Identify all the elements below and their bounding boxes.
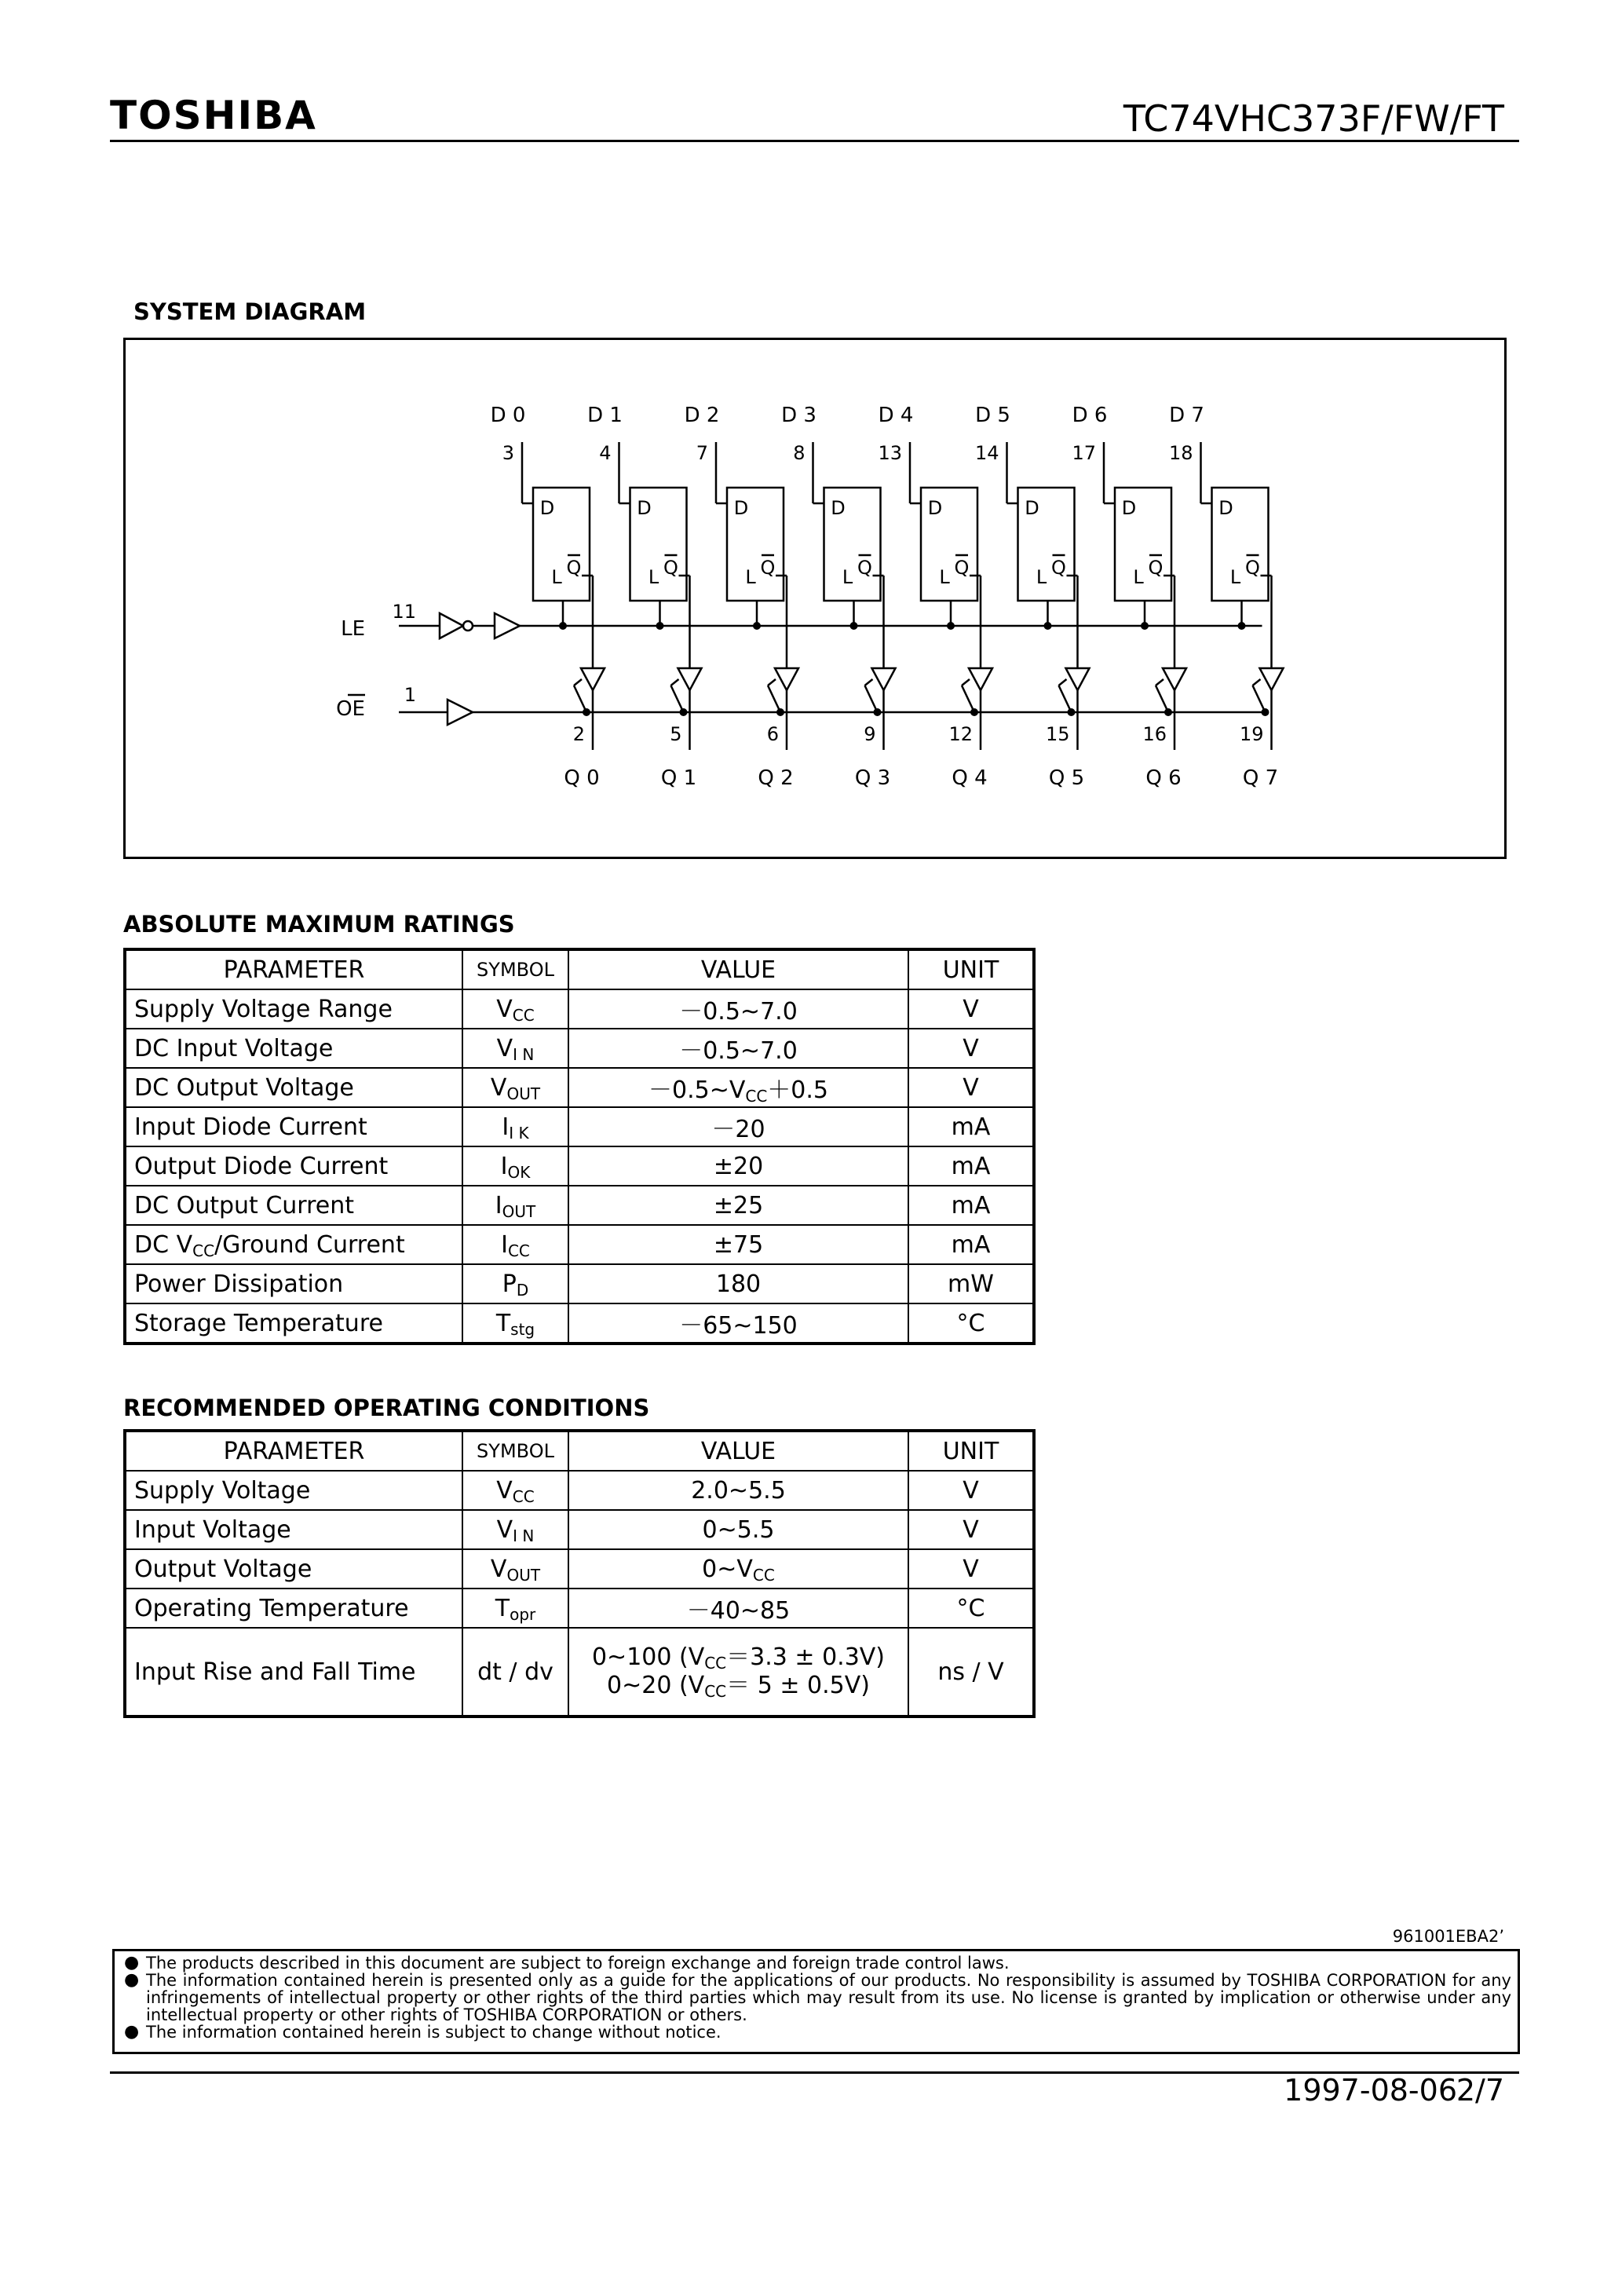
brand-logo: TOSHIBA xyxy=(110,93,317,138)
table-row xyxy=(125,989,1034,1029)
input-pin-d7: 18 xyxy=(1168,442,1193,464)
col-header-parameter: PARAMETER xyxy=(125,1431,462,1471)
output-label-q4: Q 4 xyxy=(952,766,988,790)
junction-dot xyxy=(776,708,784,716)
cell-value: －40~85 xyxy=(568,1589,908,1628)
cell-symbol: $I_{CC}$ xyxy=(462,1225,568,1264)
cell-unit: mA xyxy=(908,1186,1034,1225)
tristate-enable-stub-3 xyxy=(865,679,873,686)
tristate-enable-line-2 xyxy=(768,686,780,712)
notice-line: ● The information contained herein is subject to change without notice. xyxy=(124,2022,721,2042)
tristate-enable-stub-4 xyxy=(962,679,970,686)
cell-parameter: Supply Voltage xyxy=(125,1471,462,1510)
rise-fall-line-2: 0~20 $(V_{CC}= 5 \pm 0.5V)$ xyxy=(607,1672,870,1701)
input-pin-d6: 17 xyxy=(1072,442,1096,464)
cell-symbol: $V_{OUT}$ xyxy=(462,1068,568,1107)
input-label-d3: D 3 xyxy=(781,404,816,427)
latch-q-label: Q xyxy=(663,557,678,579)
cell-unit: mA xyxy=(908,1225,1034,1264)
oe-label: OE xyxy=(336,697,365,721)
junction-dot xyxy=(583,708,590,716)
cell-unit: V xyxy=(908,1471,1034,1510)
input-pin-d4: 13 xyxy=(878,442,902,464)
tristate-buffer-icon xyxy=(678,668,702,690)
cell-unit: °C xyxy=(908,1303,1034,1344)
col-header-value: VALUE xyxy=(568,949,908,989)
latch-d-label: D xyxy=(1218,497,1233,519)
cell-symbol: dt / dv xyxy=(462,1628,568,1717)
cell-symbol: $V_{I N}$ xyxy=(462,1510,568,1549)
input-label-d4: D 4 xyxy=(878,404,914,427)
output-pin-q5: 15 xyxy=(1045,723,1070,745)
le-label: LE xyxy=(341,617,365,641)
table-row xyxy=(125,1068,1034,1107)
input-pin-d5: 14 xyxy=(974,442,999,464)
cell-parameter: Input Rise and Fall Time xyxy=(125,1628,462,1717)
latch-d-label: D xyxy=(637,497,652,519)
cell-symbol: $V_{CC}$ xyxy=(462,989,568,1029)
cell-symbol: $P_D$ xyxy=(462,1264,568,1303)
tristate-enable-stub-5 xyxy=(1059,679,1067,686)
junction-dot xyxy=(680,708,688,716)
cell-value xyxy=(568,1628,908,1717)
tristate-buffer-icon xyxy=(1066,668,1090,690)
tristate-enable-stub-1 xyxy=(671,679,679,686)
tristate-enable-line-6 xyxy=(1156,686,1168,712)
le-inverter-icon xyxy=(440,613,463,638)
tristate-enable-stub-2 xyxy=(768,679,776,686)
table-row xyxy=(125,1107,1034,1146)
tristate-buffer-icon xyxy=(969,668,992,690)
cell-parameter: DC $V_{CC}$/Ground Current xyxy=(125,1225,462,1264)
cell-value: 180 xyxy=(568,1264,908,1303)
latch-l-label: L xyxy=(1133,566,1144,588)
cell-unit: ns / V xyxy=(908,1628,1034,1717)
latch-l-label: L xyxy=(745,566,756,588)
cell-value: －20 xyxy=(568,1107,908,1146)
cell-unit: mA xyxy=(908,1146,1034,1186)
table-row xyxy=(125,1146,1034,1186)
latch-l-label: L xyxy=(842,566,853,588)
tristate-enable-line-0 xyxy=(574,686,586,712)
col-header-unit: UNIT xyxy=(908,1431,1034,1471)
latch-q-label: Q xyxy=(566,557,582,579)
junction-dot xyxy=(1068,708,1076,716)
tristate-enable-line-1 xyxy=(671,686,684,712)
tristate-buffer-icon xyxy=(775,668,798,690)
cell-value: $0\sim V_{CC}$ xyxy=(568,1549,908,1589)
cell-unit: mA xyxy=(908,1107,1034,1146)
input-label-d6: D 6 xyxy=(1072,404,1108,427)
latch-q-label: Q xyxy=(1148,557,1164,579)
notice-line: ● The information contained herein is presented only as a guide for the applications of our products. No responsibility is assumed by TOSHIBA CORPORATION for any infringements of intellectual property or other rights of the third parties which may result from its use. No license is granted by implication or otherwise under any intellectual property or other rights of TOSHIBA CORPORATION or others. xyxy=(124,1970,1511,2024)
cell-symbol: $I_{OK}$ xyxy=(462,1146,568,1186)
output-pin-q7: 19 xyxy=(1239,723,1264,745)
cell-unit: °C xyxy=(908,1589,1034,1628)
col-header-unit: UNIT xyxy=(908,949,1034,989)
cell-unit: V xyxy=(908,1510,1034,1549)
cell-parameter: Storage Temperature xyxy=(125,1303,462,1344)
recommended-operating-conditions-table xyxy=(123,1429,1036,1718)
latch-l-label: L xyxy=(1229,566,1241,588)
col-header-value: VALUE xyxy=(568,1431,908,1471)
cell-unit: mW xyxy=(908,1264,1034,1303)
output-label-q6: Q 6 xyxy=(1145,766,1182,790)
junction-dot xyxy=(970,708,978,716)
input-pin-d1: 4 xyxy=(599,442,612,464)
cell-value: ±75 xyxy=(568,1225,908,1264)
table-row xyxy=(125,1029,1034,1068)
cell-value: 0~5.5 xyxy=(568,1510,908,1549)
amr-title: ABSOLUTE MAXIMUM RATINGS xyxy=(123,911,515,938)
system-diagram-svg xyxy=(126,340,1504,857)
cell-value: ±20 xyxy=(568,1146,908,1186)
table-row xyxy=(125,1303,1034,1344)
input-pin-d2: 7 xyxy=(696,442,708,464)
bullet-icon: ● xyxy=(124,2022,140,2042)
junction-dot xyxy=(874,708,882,716)
cell-parameter: Output Diode Current xyxy=(125,1146,462,1186)
col-header-symbol: SYMBOL xyxy=(462,1431,568,1471)
cell-parameter: DC Input Voltage xyxy=(125,1029,462,1068)
cell-symbol: $V_{I N}$ xyxy=(462,1029,568,1068)
output-label-q1: Q 1 xyxy=(660,766,697,790)
input-pin-d0: 3 xyxy=(502,442,514,464)
cell-unit: V xyxy=(908,1549,1034,1589)
roc-title: RECOMMENDED OPERATING CONDITIONS xyxy=(123,1395,650,1421)
latch-q-label: Q xyxy=(1051,557,1066,579)
col-header-parameter: PARAMETER xyxy=(125,949,462,989)
tristate-enable-line-7 xyxy=(1253,686,1266,712)
tristate-enable-line-4 xyxy=(962,686,974,712)
input-label-d7: D 7 xyxy=(1169,404,1204,427)
cell-parameter: Input Voltage xyxy=(125,1510,462,1549)
cell-parameter: Power Dissipation xyxy=(125,1264,462,1303)
table-header-row xyxy=(125,1431,1034,1471)
tristate-buffer-icon xyxy=(872,668,896,690)
latch-l-label: L xyxy=(1036,566,1047,588)
cell-parameter: DC Output Voltage xyxy=(125,1068,462,1107)
table-row xyxy=(125,1225,1034,1264)
cell-value: －0.5~7.0 xyxy=(568,989,908,1029)
system-diagram xyxy=(123,338,1507,859)
latch-d-label: D xyxy=(733,497,749,519)
junction-dot xyxy=(753,622,761,630)
latch-d-label: D xyxy=(539,497,555,519)
le-buffer-icon xyxy=(495,613,520,638)
output-pin-q6: 16 xyxy=(1142,723,1167,745)
bullet-icon: ● xyxy=(124,1970,140,1990)
input-label-d2: D 2 xyxy=(684,404,720,427)
junction-dot xyxy=(1044,622,1052,630)
absolute-maximum-ratings-table xyxy=(123,948,1036,1345)
tristate-enable-stub-6 xyxy=(1156,679,1164,686)
tristate-buffer-icon xyxy=(1260,668,1284,690)
table-row-rise-fall xyxy=(125,1628,1034,1717)
output-pin-q4: 12 xyxy=(948,723,973,745)
cell-value: －0.5~7.0 xyxy=(568,1029,908,1068)
page-number: 2/7 xyxy=(1456,2073,1504,2108)
header-rule xyxy=(110,140,1519,142)
output-label-q5: Q 5 xyxy=(1048,766,1085,790)
cell-unit: V xyxy=(908,1029,1034,1068)
latch-q-label: Q xyxy=(954,557,970,579)
table-header-row xyxy=(125,949,1034,989)
input-label-d5: D 5 xyxy=(975,404,1010,427)
junction-dot xyxy=(1141,622,1149,630)
tristate-enable-line-3 xyxy=(865,686,878,712)
le-inverter-bubble-icon xyxy=(463,621,473,631)
tristate-buffer-icon xyxy=(581,668,605,690)
table-row xyxy=(125,1471,1034,1510)
junction-dot xyxy=(656,622,664,630)
cell-parameter: Supply Voltage Range xyxy=(125,989,462,1029)
cell-symbol: $V_{OUT}$ xyxy=(462,1549,568,1589)
latch-l-label: L xyxy=(648,566,659,588)
junction-dot xyxy=(559,622,567,630)
latch-q-label: Q xyxy=(760,557,776,579)
cell-symbol: $T_{opr}$ xyxy=(462,1589,568,1628)
latch-d-label: D xyxy=(831,497,846,519)
output-label-q0: Q 0 xyxy=(564,766,600,790)
cell-unit: V xyxy=(908,1068,1034,1107)
legal-notice-box xyxy=(112,1949,1520,2054)
bullet-icon: ● xyxy=(124,1953,140,1972)
col-header-symbol: SYMBOL xyxy=(462,949,568,989)
table-row xyxy=(125,1264,1034,1303)
le-pin-number: 11 xyxy=(392,601,416,623)
table-row xyxy=(125,1549,1034,1589)
part-number: TC74VHC373F/FW/FT xyxy=(1123,97,1504,140)
cell-symbol: $I_{OUT}$ xyxy=(462,1186,568,1225)
input-label-d0: D 0 xyxy=(490,404,526,427)
cell-parameter: Operating Temperature xyxy=(125,1589,462,1628)
oe-pin-number: 1 xyxy=(404,684,416,706)
output-label-q3: Q 3 xyxy=(854,766,891,790)
latch-d-label: D xyxy=(927,497,943,519)
output-pin-q0: 2 xyxy=(572,723,585,745)
input-pin-d3: 8 xyxy=(793,442,806,464)
cell-parameter: Input Diode Current xyxy=(125,1107,462,1146)
latch-q-label: Q xyxy=(857,557,872,579)
output-pin-q1: 5 xyxy=(670,723,682,745)
cell-unit: V xyxy=(908,989,1034,1029)
junction-dot xyxy=(1262,708,1269,716)
notice-line: ● The products described in this document are subject to foreign exchange and foreign trade control laws. xyxy=(124,1953,1010,1972)
junction-dot xyxy=(850,622,858,630)
junction-dot xyxy=(947,622,955,630)
tristate-enable-stub-0 xyxy=(574,679,582,686)
table-row xyxy=(125,1510,1034,1549)
output-label-q7: Q 7 xyxy=(1242,766,1279,790)
cell-value: 2.0~5.5 xyxy=(568,1471,908,1510)
output-pin-q3: 9 xyxy=(864,723,876,745)
cell-symbol: $V_{CC}$ xyxy=(462,1471,568,1510)
cell-value: ±25 xyxy=(568,1186,908,1225)
cell-value: －65~150 xyxy=(568,1303,908,1344)
latch-d-label: D xyxy=(1025,497,1039,519)
cell-symbol: $T_{stg}$ xyxy=(462,1303,568,1344)
cell-symbol: $I_{I K}$ xyxy=(462,1107,568,1146)
output-pin-q2: 6 xyxy=(766,723,779,745)
output-label-q2: Q 2 xyxy=(758,766,794,790)
input-label-d1: D 1 xyxy=(587,404,623,427)
latch-d-label: D xyxy=(1121,497,1137,519)
latch-l-label: L xyxy=(939,566,950,588)
table-row xyxy=(125,1186,1034,1225)
latch-q-label: Q xyxy=(1245,557,1260,579)
oe-buffer-icon xyxy=(448,700,473,725)
cell-parameter: DC Output Current xyxy=(125,1186,462,1225)
document-code: 961001EBA2’ xyxy=(1392,1927,1504,1946)
cell-value: $-0.5\sim V_{CC}+0.5$ xyxy=(568,1068,908,1107)
cell-parameter: Output Voltage xyxy=(125,1549,462,1589)
latch-l-label: L xyxy=(551,566,562,588)
tristate-enable-line-5 xyxy=(1059,686,1072,712)
document-date: 1997-08-06 xyxy=(1284,2073,1457,2108)
junction-dot xyxy=(1164,708,1172,716)
table-row xyxy=(125,1589,1034,1628)
system-diagram-title: SYSTEM DIAGRAM xyxy=(133,298,367,325)
tristate-buffer-icon xyxy=(1163,668,1186,690)
junction-dot xyxy=(1238,622,1246,630)
rise-fall-line-1: 0~100 $(V_{CC}=3.3 \pm 0.3V)$ xyxy=(591,1643,886,1673)
tristate-enable-stub-7 xyxy=(1253,679,1261,686)
